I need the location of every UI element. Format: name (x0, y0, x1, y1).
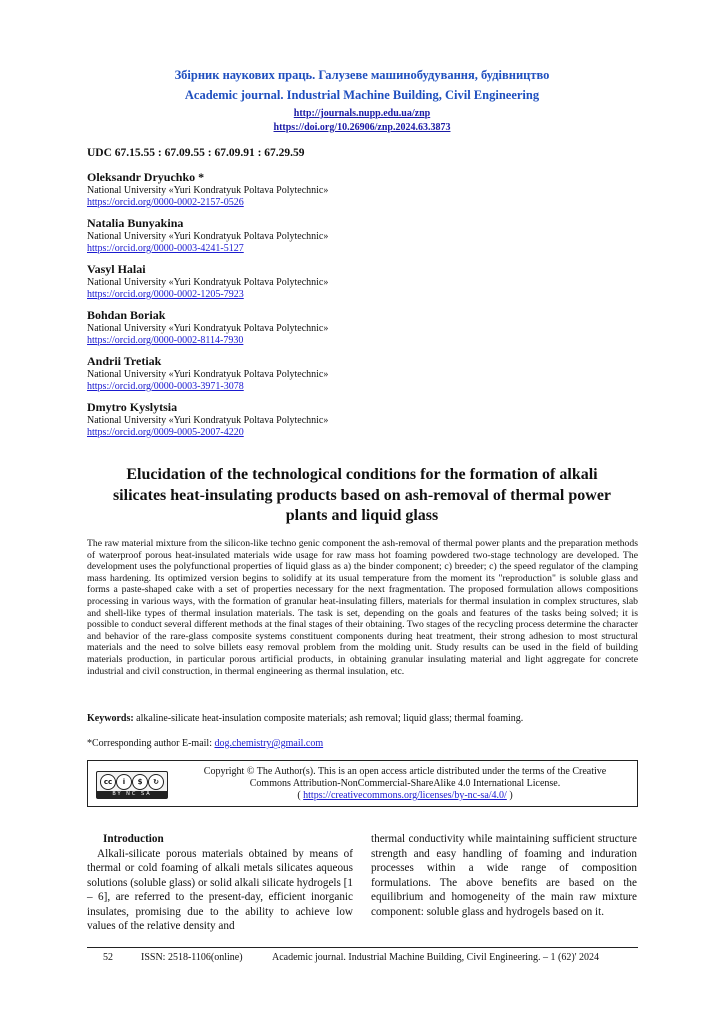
body-column-right (371, 832, 637, 919)
author-orcid-link[interactable]: https://orcid.org/0000-0002-1205-7923 (87, 289, 244, 300)
cc-license-logo[interactable] (96, 771, 168, 799)
corresponding-author (87, 738, 323, 749)
license-box (87, 760, 638, 807)
keywords-text: alkaline-silicate heat-insulation composite materials; ash removal; liquid glass; thermal foaming. (133, 713, 524, 724)
intro-paragraph-right: thermal conductivity while maintaining sufficient structure strength and easy handling of foaming and induration processes within a wide range of composition formulations. The above benefits are based on the equilibrium and homogeneity of the main raw mixture component: soluble glass and hydrogels based on it. (371, 833, 637, 918)
cc-icon: cc (100, 774, 116, 790)
author-name: Natalia Bunyakina (87, 216, 184, 230)
author-orcid-link[interactable]: https://orcid.org/0000-0003-3971-3078 (87, 381, 244, 392)
author-affiliation: National University «Yuri Kondratyuk Poltava Polytechnic» (87, 369, 329, 380)
nc-icon: $ (132, 774, 148, 790)
paper-title: Elucidation of the technological conditions for the formation of alkali silicates heat-insulating products based on ash-removal of thermal power plants and liquid glass (112, 466, 612, 524)
author-entry (87, 354, 647, 393)
footer-issn: ISSN: 2518-1106(online) (141, 952, 243, 963)
author-name: Andrii Tretiak (87, 354, 162, 368)
footer-divider (87, 947, 638, 948)
paren-open: ( (297, 790, 304, 801)
license-line2: Commons Attribution-NonCommercial-ShareAlike 4.0 International License. (249, 778, 561, 789)
author-list (87, 170, 647, 446)
corresponding-label: *Corresponding author E-mail: (87, 738, 215, 749)
author-entry (87, 216, 647, 255)
udc-code: UDC 67.15.55 : 67.09.55 : 67.09.91 : 67.29.59 (87, 147, 305, 159)
author-entry (87, 400, 647, 439)
author-affiliation: National University «Yuri Kondratyuk Poltava Polytechnic» (87, 277, 329, 288)
journal-title-ukrainian: Збірник наукових праць. Галузеве машинобудування, будівництво (174, 68, 550, 82)
author-orcid-link[interactable]: https://orcid.org/0000-0002-8114-7930 (87, 335, 244, 346)
license-line3 (180, 790, 630, 802)
author-entry (87, 170, 647, 209)
author-affiliation: National University «Yuri Kondratyuk Poltava Polytechnic» (87, 185, 329, 196)
keywords-label: Keywords: (87, 713, 134, 724)
doi-link[interactable]: https://doi.org/10.26906/znp.2024.63.3873 (273, 122, 451, 133)
page-number: 52 (103, 952, 113, 963)
author-entry (87, 262, 647, 301)
intro-paragraph-left: Alkali-silicate porous materials obtained by means of thermal or cold foaming of alkali metals silicates aqueous solutions (soluble glass) or solid alkali silicate hydrogels [1 – 6], are referred to the present-day, efficient inorganic insulates, promising due to the ability to achieve low values of the relative density and (87, 847, 353, 932)
paren-close: ) (506, 790, 513, 801)
author-affiliation: National University «Yuri Kondratyuk Poltava Polytechnic» (87, 415, 329, 426)
author-orcid-link[interactable]: https://orcid.org/0000-0003-4241-5127 (87, 243, 244, 254)
license-text (180, 766, 630, 802)
author-affiliation: National University «Yuri Kondratyuk Poltava Polytechnic» (87, 323, 329, 334)
license-link[interactable]: https://creativecommons.org/licenses/by-nc-sa/4.0/ (303, 790, 507, 801)
author-name: Bohdan Boriak (87, 308, 166, 322)
by-icon: i (116, 774, 132, 790)
section-heading-introduction: Introduction (103, 833, 164, 845)
email-link[interactable]: dog.chemistry@gmail.com (214, 738, 324, 749)
body-column-left (87, 832, 353, 934)
author-name: Vasyl Halai (87, 262, 146, 276)
author-affiliation: National University «Yuri Kondratyuk Poltava Polytechnic» (87, 231, 329, 242)
keywords-line (87, 713, 638, 725)
author-name: Oleksandr Dryuchko * (87, 170, 205, 184)
journal-title-english: Academic journal. Industrial Machine Building, Civil Engineering (184, 88, 540, 102)
footer-journal: Academic journal. Industrial Machine Building, Civil Engineering. – 1 (62)' 2024 (272, 952, 600, 963)
license-logo-strip: BY NC SA (97, 791, 167, 798)
author-orcid-link[interactable]: https://orcid.org/0000-0002-2157-0526 (87, 197, 244, 208)
sa-icon: ↻ (148, 774, 164, 790)
author-orcid-link[interactable]: https://orcid.org/0009-0005-2007-4220 (87, 427, 244, 438)
author-entry (87, 308, 647, 347)
journal-url-link[interactable]: http://journals.nupp.edu.ua/znp (293, 108, 431, 119)
abstract-text: The raw material mixture from the silicon-like techno genic component the ash-removal of thermal power plants and the preparation methods of waterproof porous heat-insulated materials wide usage for raw mass hot foaming powdered two-stage technology are developed. The development uses the polyfunctional properties of liquid glass as a) the binder component; c) breeder; c) the speed regulator of the clamping mass hardening. Its optimized version begins to solidify at its usual temperature from the moment its "reproduction" is soluble glass and forms a paste-shaped cake with a set of properties necessary for the next fragmentation. The proposed formulation allows compositions processing in various ways, with the formation of granular heat-insulating fillers, materials for thermal insulation in complex structures, slab and shell-like types of thermal insulation materials. The task is set, depending on the goals and features of the tasks being solved; it is possible to conduct several different methods at the final stages of their obtaining. Two stages of the recycling process determine the character and behavior of the rare-glass composite systems constituent components during heat treatment, their strong adhesion to most structural materials and the need to solve billets easy removal problem from the molding unit. Study results can be used in the field of building materials production, in particular porous artificial products, in obtaining granular insulating material and light aggregate for concrete industrial and civil construction, in thermal engineering as thermal insulation, etc. (87, 538, 638, 677)
author-name: Dmytro Kyslytsia (87, 400, 178, 414)
license-line1: Copyright © The Author(s). This is an open access article distributed under the terms of the Creative (203, 766, 607, 777)
